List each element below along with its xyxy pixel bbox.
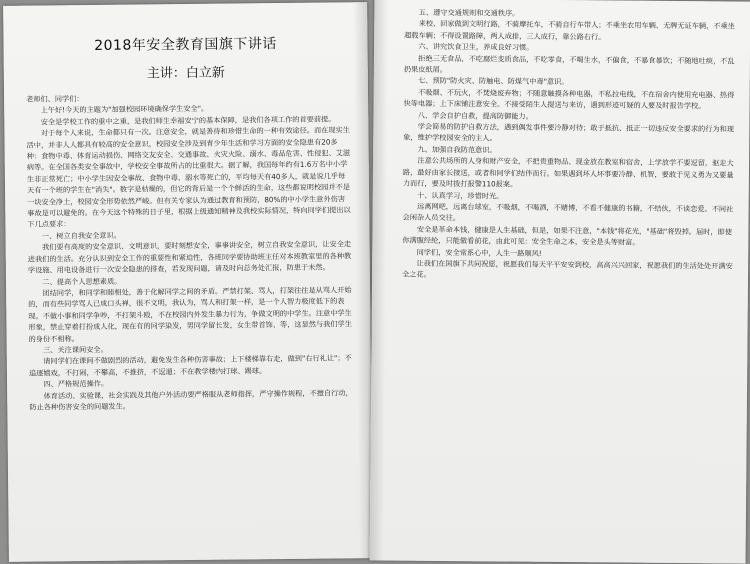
section-heading: 五、遵守交通规则和交通秩序。 [418,7,520,18]
paragraph: 让我们在国旗下共同祝愿，祝愿我们每天平平安安到校，高高兴兴回家，祝愿我们的生活处处开满安全之花。 [402,258,733,280]
salutation: 老师们、同学们： [26,94,84,104]
left-page [3,2,373,562]
paragraph: 团结同学，和同学和睦相处，善于化解同学之间的矛盾。严禁打架、骂人，打架往往是从骂人开始的，而有些同学骂人已成口头禅，很不文明，我认为，骂人和打架一样，是一个人智力极度低下的表现。不做小事和同学争吵，不打架斗殴，不在校园内外发生暴力行为，争做文明的中学生。注意中学生形象，禁止穿着打扮成人化，现在有的同学染发，男同学留长发，女生带首饰、等，这显然与我们学生的身份不相称。 [28,285,352,344]
paragraph: 不吸烟、不玩火，不焚烧废弃物；不随意触摸各种电器，不私拉电线，不在宿舍内使用充电器、热得快等电器；上下床铺注意安全。不接受陌生人提送与来访，遇到形迹可疑的人要及时报告学校。 [403,87,735,111]
left-body-text [26,90,353,413]
section-heading: 四、严格规范操作。 [43,378,109,389]
section-heading: 十、认真学习，珍惜时光。 [417,190,504,201]
section-heading: 二、提高个人思想素质。 [42,276,122,287]
paragraph: 体育活动、实验课，社会实践及其他户外活动要严格服从老师指挥，严守操作规程，不擅自行动，防止各种伤害安全的问题发生。 [29,387,353,412]
section-heading: 三、关注课间安全。 [43,344,108,355]
paragraph: 注意公共场所的人身和财产安全，不把贵重物品、现金放在教室和宿舍，上学放学不要逗留，驱走大路，最好由家长接送，或者和同学们结伴而行。如果遇到坏人坏事要冷静、机智，要敢于见义勇为又要量力而行，要及时拨打报警110报案。 [402,156,734,189]
section-heading: 八、学会自护自救，提高防御能力。 [417,110,533,121]
paragraph: 对于每个人来说，生命都只有一次。注意安全，就是善待和珍惜生命的一种有效途径。而在现实生活中，并非人人都具有较高的安全意识，校园安全涉及到青少年生活和学习方面的安全隐患有20多种：食物中毒、体育运动损伤、网络交友安全、交通事故、火灾火险、溺水、毒品危害、性侵犯、艾滋病等。在全国各类安全事故中，学校安全事故所占的比重很大。据了解，我国每年约有1.6万名中小学生非正常死亡；中小学生因安全事故、食物中毒、溺水等死亡的，平均每天有40多人，就是说几乎每天有一个班的学生在"消失"。数字是枯燥的，但它的背后是一个个鲜活的生命，这些都说明校园并不是一块安全净土，校园安全形势依然严峻。但有关专家认为通过教育和预防，80%的中小学生意外伤害事故是可以避免的。在今天这个特殊的日子里，根据上级通知精神及我校实际情况，特向同学们提出以下几点要求： [26,125,351,230]
right-body-text [402,7,736,284]
section-heading: 六、讲究饮食卫生，养成良好习惯。 [418,41,534,52]
paragraph: 安全是学校工作的重中之重，是我们师生幸福安宁的基本保障，是我们各项工作的首要前提。 [40,114,336,127]
section-heading: 一、树立自我安全意识。 [41,230,122,241]
paragraph: 上午好!今天的主题为"加强校园环境确保学生安全"。 [40,104,209,115]
paragraph: 我们要有高度的安全意识、文明意识，要时刻想安全，事事讲安全，树立自我安全意识，让安全走进我们的生活。充分认识到安全工作的重要性和紧迫性，各班同学要协助班主任对本班教室里的各种教学设施、用电设备进行一次安全隐患的排查，若发现问题，请及时向总务处汇报，防患于未然。 [27,239,352,275]
paragraph: 来校、回家做到文明行路，不骑摩托车，不骑自行车带人；不乘坐农用车辆、无牌无证车辆，不乘坐超载车辆；不得设置路障，两人成排，三人成行，靠公路右行。 [404,19,735,42]
paragraph: 同学们，安全常系心中，人生一路顺风! [416,247,542,258]
right-page [370,0,750,564]
paragraph: 学会简易的防护自救方法，遇到偶发事件要冷静对待；敢于抵抗、抵正一切违反安全要求的行为和现象，维护学校园安全的主人。 [403,121,735,143]
section-heading: 七、预防"防火灾、防触电、防煤气中毒"意识。 [418,76,569,87]
document-title: 2018年安全教育国旗下讲话 [94,36,277,54]
section-heading: 九、加强自我防范意识。 [417,144,497,155]
paragraph: 请同学们在课间不做剧烈的活动，避免发生各种伤害事故；上下楼梯靠右走，做到"右行礼让"；不追逐嬉戏，不打闹，不攀高，不推挤，不逗遛；不在教学楼内打球、踢球。 [28,353,352,378]
paragraph: 安全是革命本钱，健康是人生基础，但是，如果不注意，"本钱"将花光，"基础"将毁掉。届时，即使你满腹经纶，只能做看前花，由此可见：安全生命之本，安全是头等财富。 [402,224,732,247]
page-fold-shadow [370,0,389,560]
paragraph: 拒绝三无食品，不吃腐烂变质食品，不吃零食，不喝生水，不偏食，不暴食暴饮；不随地吐痰，不乱扔果皮纸屑。 [403,53,735,75]
speaker-line: 主讲：白立新 [146,65,225,82]
paragraph: 远离网吧，远离台球室，不吸烟，不喝酒，不赌博，不看不健康的书籍，不结伙，不谈恋爱。不同社会闲杂人员交往。 [402,201,734,223]
